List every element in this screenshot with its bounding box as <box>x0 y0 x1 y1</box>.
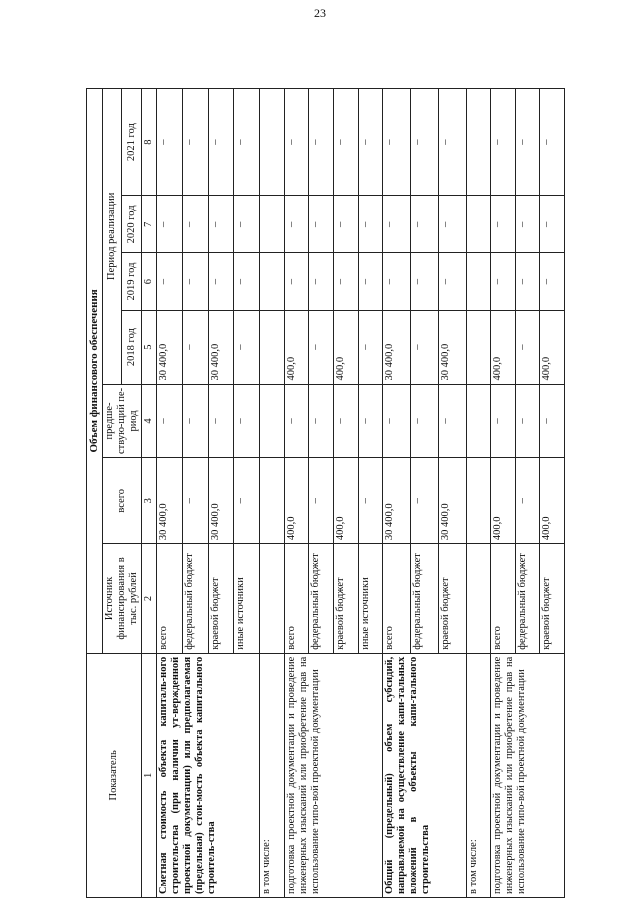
value-cell-y2021: – <box>309 89 334 196</box>
source-cell: краевой бюджет <box>333 544 358 654</box>
value-cell-y2020: – <box>309 196 334 253</box>
value-cell-y2021: – <box>234 89 260 196</box>
value-cell-y2018: – <box>234 310 260 384</box>
value-cell-y2019: – <box>358 253 383 310</box>
empty-cell <box>466 310 491 384</box>
value-cell-y2021: – <box>410 89 438 196</box>
empty-cell <box>466 253 491 310</box>
source-cell: федеральный бюджет <box>182 544 208 654</box>
value-cell-total: 30 400,0 <box>383 458 411 544</box>
value-cell-y2020: – <box>491 196 516 253</box>
table-row <box>260 89 285 898</box>
value-cell-prev: – <box>410 384 438 458</box>
header-year-2019: 2019 год <box>122 253 142 310</box>
value-cell-prev: – <box>358 384 383 458</box>
column-number: 2 <box>141 544 156 654</box>
value-cell-total: 400,0 <box>540 458 565 544</box>
empty-cell <box>260 458 285 544</box>
value-cell-y2020: – <box>208 196 234 253</box>
value-cell-y2020: – <box>182 196 208 253</box>
table-row <box>491 89 516 898</box>
value-cell-y2019: – <box>540 253 565 310</box>
value-cell-y2019: – <box>333 253 358 310</box>
value-cell-prev: – <box>208 384 234 458</box>
column-number: 7 <box>141 196 156 253</box>
value-cell-y2018: 30 400,0 <box>438 310 466 384</box>
value-cell-y2019: – <box>515 253 540 310</box>
indicator-cell: Сметная стоимость объекта капиталь-ного строительства (при наличии ут-вержденной проектной документации) или предполагаемая (предельная) стои-мость объекта капитального строитель-ства <box>156 653 259 897</box>
value-cell-y2019: – <box>234 253 260 310</box>
source-cell: федеральный бюджет <box>410 544 438 654</box>
value-cell-y2018: 400,0 <box>491 310 516 384</box>
value-cell-y2019: – <box>208 253 234 310</box>
value-cell-y2020: – <box>438 196 466 253</box>
value-cell-y2019: – <box>284 253 309 310</box>
source-cell: краевой бюджет <box>540 544 565 654</box>
value-cell-y2021: – <box>438 89 466 196</box>
table-row <box>284 89 309 898</box>
value-cell-total: – <box>182 458 208 544</box>
table-body <box>156 89 564 898</box>
empty-cell <box>260 384 285 458</box>
source-cell: иные источники <box>234 544 260 654</box>
value-cell-y2021: – <box>182 89 208 196</box>
value-cell-y2020: – <box>156 196 182 253</box>
value-cell-y2018: – <box>358 310 383 384</box>
empty-cell <box>260 544 285 654</box>
empty-cell <box>466 544 491 654</box>
value-cell-y2020: – <box>540 196 565 253</box>
source-cell: всего <box>491 544 516 654</box>
header-year-2021: 2021 год <box>122 89 142 196</box>
value-cell-y2019: – <box>383 253 411 310</box>
header-indicator: Показатель <box>87 653 142 897</box>
value-cell-total: 400,0 <box>491 458 516 544</box>
empty-cell <box>466 384 491 458</box>
value-cell-y2018: 30 400,0 <box>208 310 234 384</box>
column-number: 6 <box>141 253 156 310</box>
source-cell: всего <box>383 544 411 654</box>
value-cell-y2020: – <box>234 196 260 253</box>
value-cell-y2019: – <box>156 253 182 310</box>
value-cell-y2020: – <box>383 196 411 253</box>
funding-table <box>86 88 565 898</box>
value-cell-total: 400,0 <box>333 458 358 544</box>
table-row <box>466 89 491 898</box>
rotated-table-wrapper <box>86 88 556 898</box>
source-cell: всего <box>284 544 309 654</box>
value-cell-y2021: – <box>333 89 358 196</box>
value-cell-y2021: – <box>284 89 309 196</box>
indicator-cell: подготовка проектной документации и проведение инженерных изысканий или приобретение прав на использование типо-вой проектной документации <box>284 653 382 897</box>
value-cell-y2020: – <box>410 196 438 253</box>
empty-cell <box>466 89 491 196</box>
header-year-2020: 2020 год <box>122 196 142 253</box>
column-number: 5 <box>141 310 156 384</box>
source-cell: иные источники <box>358 544 383 654</box>
value-cell-y2018: 30 400,0 <box>383 310 411 384</box>
value-cell-total: – <box>515 458 540 544</box>
column-number: 4 <box>141 384 156 458</box>
value-cell-y2020: – <box>358 196 383 253</box>
value-cell-y2019: – <box>438 253 466 310</box>
value-cell-prev: – <box>438 384 466 458</box>
value-cell-y2018: – <box>182 310 208 384</box>
value-cell-prev: – <box>491 384 516 458</box>
value-cell-y2020: – <box>515 196 540 253</box>
value-cell-y2020: – <box>333 196 358 253</box>
empty-cell <box>260 89 285 196</box>
empty-cell <box>260 196 285 253</box>
indicator-cell: в том числе: <box>260 653 285 897</box>
value-cell-y2018: 400,0 <box>284 310 309 384</box>
empty-cell <box>466 196 491 253</box>
value-cell-total: – <box>234 458 260 544</box>
value-cell-y2019: – <box>182 253 208 310</box>
value-cell-prev: – <box>234 384 260 458</box>
empty-cell <box>260 253 285 310</box>
value-cell-total: 30 400,0 <box>208 458 234 544</box>
value-cell-y2018: 400,0 <box>540 310 565 384</box>
value-cell-total: 30 400,0 <box>438 458 466 544</box>
source-cell: федеральный бюджет <box>515 544 540 654</box>
value-cell-y2019: – <box>410 253 438 310</box>
value-cell-prev: – <box>515 384 540 458</box>
value-cell-y2019: – <box>491 253 516 310</box>
value-cell-y2021: – <box>208 89 234 196</box>
empty-cell <box>260 310 285 384</box>
source-cell: всего <box>156 544 182 654</box>
value-cell-prev: – <box>383 384 411 458</box>
table-row <box>156 89 182 898</box>
header-funding-volume: Объем финансового обеспечения <box>87 89 103 654</box>
header-total: всего <box>102 458 141 544</box>
value-cell-y2019: – <box>309 253 334 310</box>
value-cell-prev: – <box>156 384 182 458</box>
value-cell-y2018: 30 400,0 <box>156 310 182 384</box>
column-number: 8 <box>141 89 156 196</box>
indicator-cell: Общий (предельный) объем субсидий, направляемой на осуществление капи-тальных вложений в объекты капи-тального строительства <box>383 653 467 897</box>
header-previous-period: предше-ствую-щий пе-риод <box>102 384 141 458</box>
empty-cell <box>466 458 491 544</box>
column-number: 3 <box>141 458 156 544</box>
source-cell: краевой бюджет <box>438 544 466 654</box>
value-cell-prev: – <box>540 384 565 458</box>
value-cell-y2018: – <box>309 310 334 384</box>
value-cell-y2021: – <box>540 89 565 196</box>
value-cell-y2018: – <box>410 310 438 384</box>
value-cell-prev: – <box>284 384 309 458</box>
value-cell-y2021: – <box>358 89 383 196</box>
value-cell-prev: – <box>333 384 358 458</box>
value-cell-total: – <box>309 458 334 544</box>
value-cell-total: 400,0 <box>284 458 309 544</box>
header-source: Источник финансирования в тыс. рублей <box>102 544 141 654</box>
value-cell-total: 30 400,0 <box>156 458 182 544</box>
value-cell-y2020: – <box>284 196 309 253</box>
value-cell-y2021: – <box>156 89 182 196</box>
value-cell-y2018: 400,0 <box>333 310 358 384</box>
header-implementation-period: Период реализации <box>102 89 122 385</box>
value-cell-total: – <box>358 458 383 544</box>
header-year-2018: 2018 год <box>122 310 142 384</box>
source-cell: федеральный бюджет <box>309 544 334 654</box>
column-number: 1 <box>141 653 156 897</box>
value-cell-prev: – <box>309 384 334 458</box>
table-row <box>383 89 411 898</box>
indicator-cell: в том числе: <box>466 653 491 897</box>
value-cell-prev: – <box>182 384 208 458</box>
page-number: 23 <box>314 6 326 20</box>
value-cell-y2021: – <box>383 89 411 196</box>
value-cell-y2021: – <box>515 89 540 196</box>
value-cell-total: – <box>410 458 438 544</box>
source-cell: краевой бюджет <box>208 544 234 654</box>
indicator-cell: подготовка проектной документации и проведение инженерных изысканий или приобретение прав на использование типо-вой проектной документации <box>491 653 565 897</box>
value-cell-y2021: – <box>491 89 516 196</box>
value-cell-y2018: – <box>515 310 540 384</box>
